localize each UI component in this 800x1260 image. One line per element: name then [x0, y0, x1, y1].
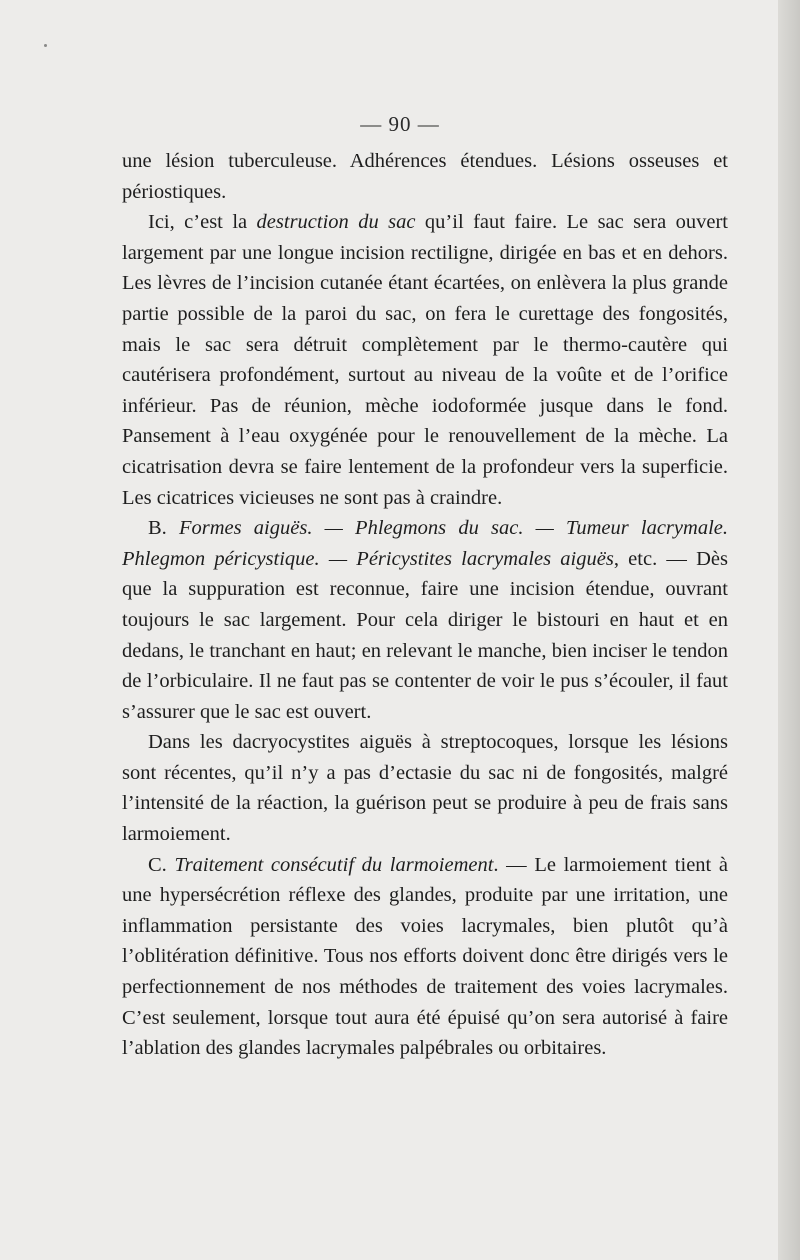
- ink-speck: [44, 44, 47, 47]
- paragraph: [122, 207, 728, 513]
- italic-phrase: Traitement consécutif du larmoiement: [174, 853, 494, 876]
- paragraph: [122, 146, 728, 207]
- paragraph: [122, 850, 728, 1064]
- text-run: Dans les dacryocystites aiguës à streptocoques, lorsque les lésions sont récentes, qu’il n’y a pas d’ectasie du sac ni de fongosités, malgré l’intensité de la réaction, la guérison peut se produire à peu de frais sans larmoiement.: [122, 731, 728, 846]
- paragraph: [122, 513, 728, 727]
- text-run: , etc. — Dès que la suppuration est reconnue, faire une incision étendue, ouvrant toujours le sac largement. Pour cela diriger le bistouri en haut et en dedans, le tranchant en haut; en relevant le manche, bien inciser le tendon de l’orbiculaire. Il ne faut pas se contenter de voir le pus s’écouler, il faut s’assurer que le sac est ouvert.: [122, 547, 729, 723]
- text-run: B.: [148, 517, 179, 540]
- text-run: C.: [148, 853, 175, 876]
- text-run: . — Le larmoiement tient à une hypersécrétion réflexe des glandes, produite par une irritation, une inflammation persistante des voies lacrymales, bien plutôt qu’à l’oblitération définitive. Tous nos efforts doivent donc être dirigés vers le perfectionnement de nos méthodes de traitement des voies lacrymales. C’est seulement, lorsque tout aura été épuisé qu’on sera autorisé à faire l’ablation des glandes lacrymales palpébrales ou orbitaires.: [122, 853, 728, 1060]
- italic-phrase: destruction du sac: [256, 211, 416, 234]
- paragraph: [122, 727, 728, 849]
- italic-phrase: Formes aiguës. — Phlegmons du sac. — Tumeur lacrymale. Phlegmon péricystique. — Péricystites lacrymales aiguës: [122, 517, 728, 570]
- text-run: une lésion tuberculeuse. Adhérences étendues. Lésions osseuses et périostiques.: [122, 150, 728, 203]
- text-run: Ici, c’est la: [148, 211, 257, 234]
- text-run: qu’il faut faire. Le sac sera ouvert largement par une longue incision rectiligne, dirigée en bas et en dehors. Les lèvres de l’incision cutanée étant écartées, on enlèvera la plus grande partie possible de la paroi du sac, on fera le curettage des fongosités, mais le sac sera détruit complètement par le thermo-cautère qui cautérisera profondément, surtout au niveau de la voûte et de l’orifice inférieur. Pas de réunion, mèche iodoformée jusque dans le fond. Pansement à l’eau oxygénée pour le renouvellement de la mèche. La cicatrisation devra se faire lentement de la profondeur vers la superficie. Les cicatrices vicieuses ne sont pas à craindre.: [122, 211, 728, 509]
- page-number: — 90 —: [360, 112, 440, 136]
- page-edge-shadow: [778, 0, 800, 1260]
- body-text: [122, 146, 728, 1064]
